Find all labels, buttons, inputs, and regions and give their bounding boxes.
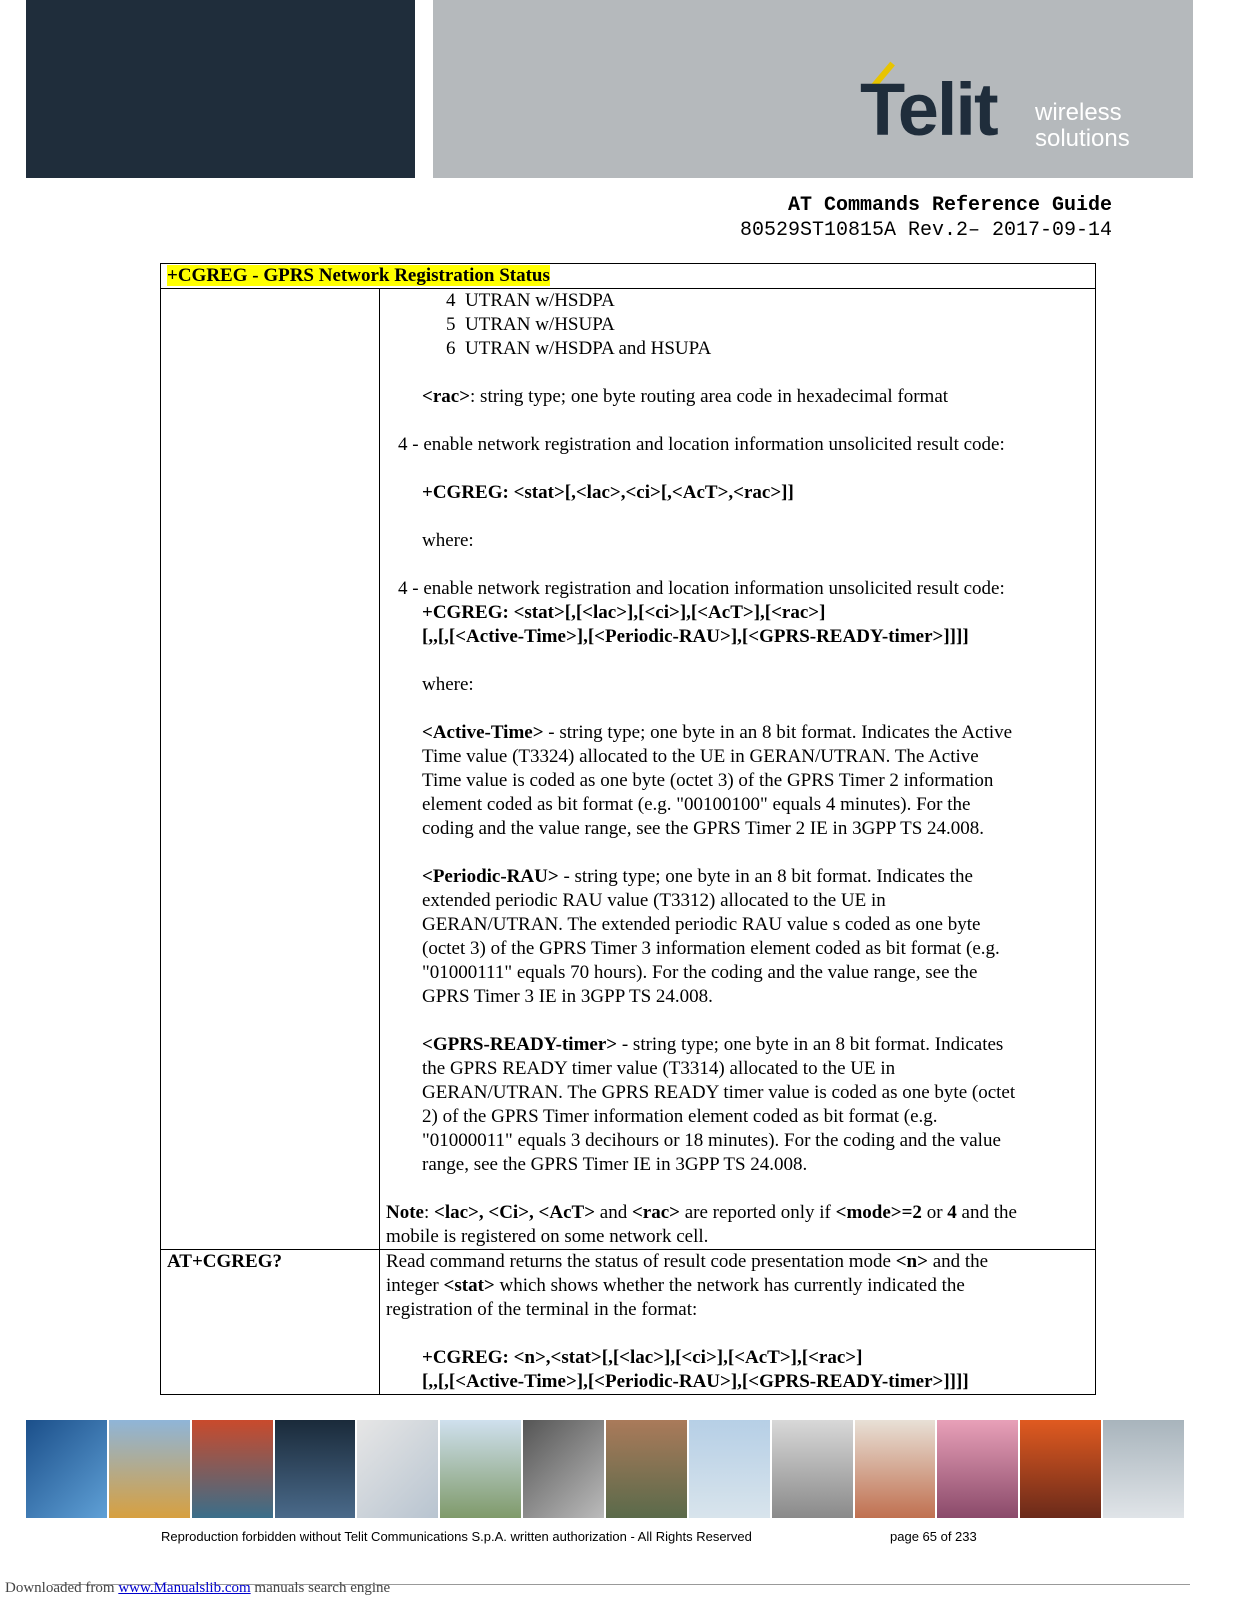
document-title: AT Commands Reference Guide [787,194,1112,217]
result-code: +CGREG: <stat>[,<lac>,<ci>[,<AcT>,<rac>]] [422,482,794,503]
photo-tile [275,1420,356,1518]
logo-tagline: wireless solutions [1035,99,1130,152]
rac-param: <rac>: string type; one byte routing area code in hexadecimal format [422,386,949,407]
command-table [160,263,1096,1395]
download-notice: Downloaded from www.Manualslib.com manuals search engine [5,1580,391,1596]
photo-tile [772,1420,853,1518]
note: Note: <lac>, <Ci>, <AcT> and <rac> are reported only if <mode>=2 or 4 and the mobile is registered on some network cell. [386,1202,1017,1247]
telit-logo [860,60,1160,155]
list-item: 5 UTRAN w/HSUPA [446,314,615,335]
photo-tile [606,1420,687,1518]
document-header [740,193,1112,243]
periodic-rau-param: <Periodic-RAU> - string type; one byte in an 8 bit format. Indicates the extended periodic RAU value (T3312) allocated to the UE in GERAN/UTRAN. The extended periodic RAU value s coded as one byte (octet 3) of the GPRS Timer 3 information element coded as bit format (e.g. "01000111" equals 70 hours). For the coding and the value range, see the GPRS Timer 3 IE in 3GPP TS 24.008. [422,866,1000,1007]
table-title: +CGREG - GPRS Network Registration Status [167,265,550,286]
manualslib-link[interactable]: www.Manualslib.com [118,1580,251,1596]
description-cell [380,289,1096,1250]
footer-photo-strip [26,1420,1186,1518]
gprs-ready-timer-param: <GPRS-READY-timer> - string type; one byte in an 8 bit format. Indicates the GPRS READY timer value (T3314) allocated to the UE in GERAN/UTRAN. The GPRS READY timer value is coded as one byte (octet 2) of the GPRS Timer information element coded as bit format (e.g. "01000011" equals 3 decihours or 18 minutes). For the coding and the value range, see the GPRS Timer IE in 3GPP TS 24.008. [422,1034,1016,1175]
page-footer [161,1529,977,1544]
result-code: [,,[,[<Active-Time>],[<Periodic-RAU>],[<GPRS-READY-timer>]]]] [422,626,969,647]
logo-wordmark: Telit [860,68,997,151]
command-name: AT+CGREG? [167,1251,282,1272]
mode-4-text: 4 - enable network registration and location information unsolicited result code: [398,434,1005,455]
command-cell [161,1250,380,1395]
photo-tile [937,1420,1018,1518]
left-empty-cell [161,289,380,1250]
active-time-param: <Active-Time> - string type; one byte in an 8 bit format. Indicates the Active Time value (T3324) allocated to the UE in GERAN/UTRAN. The Active Time value is coded as one byte (octet 3) of the GPRS Timer 2 information element coded as bit format (e.g. "00100100" equals 4 minutes). For the coding and the value range, see the GPRS Timer 2 IE in 3GPP TS 24.008. [422,722,1013,839]
page-number: page 65 of 233 [890,1529,977,1544]
photo-tile [1103,1420,1184,1518]
list-item: 4 UTRAN w/HSDPA [446,290,615,311]
list-item: 6 UTRAN w/HSDPA and HSUPA [446,338,712,359]
copyright-notice: Reproduction forbidden without Telit Communications S.p.A. written authorization - All Rights Reserved [161,1529,752,1544]
photo-tile [523,1420,604,1518]
result-code: +CGREG: <n>,<stat>[,[<lac>],[<ci>],[<AcT>],[<rac>] [422,1347,863,1368]
read-command-description: Read command returns the status of result code presentation mode <n> and the integer <stat> which shows whether the network has currently indicated the registration of the terminal in the format: +CGREG: <n>,<stat>[,[<lac>],[<ci>],[<AcT>],[<rac>] [,,[,[<Active-Time>],[<Periodic-RAU>],[<GPRS-READY-timer>]]]] [380,1250,1096,1395]
document-reference: 80529ST10815A Rev.2– 2017-09-14 [739,219,1112,242]
photo-tile [26,1420,107,1518]
photo-tile [357,1420,438,1518]
where-label: where: [422,674,474,695]
photo-tile [689,1420,770,1518]
photo-tile [192,1420,273,1518]
table-title-cell [161,264,1096,289]
where-label: where: [422,530,474,551]
header-dark-panel [26,0,415,178]
result-code: +CGREG: <stat>[,[<lac>],[<ci>],[<AcT>],[<rac>] [422,602,826,623]
mode-4-text: 4 - enable network registration and location information unsolicited result code: [398,578,1005,599]
photo-tile [109,1420,190,1518]
photo-tile [1020,1420,1101,1518]
result-code: [,,[,[<Active-Time>],[<Periodic-RAU>],[<GPRS-READY-timer>]]]] [422,1371,969,1392]
photo-tile [440,1420,521,1518]
photo-tile [855,1420,936,1518]
